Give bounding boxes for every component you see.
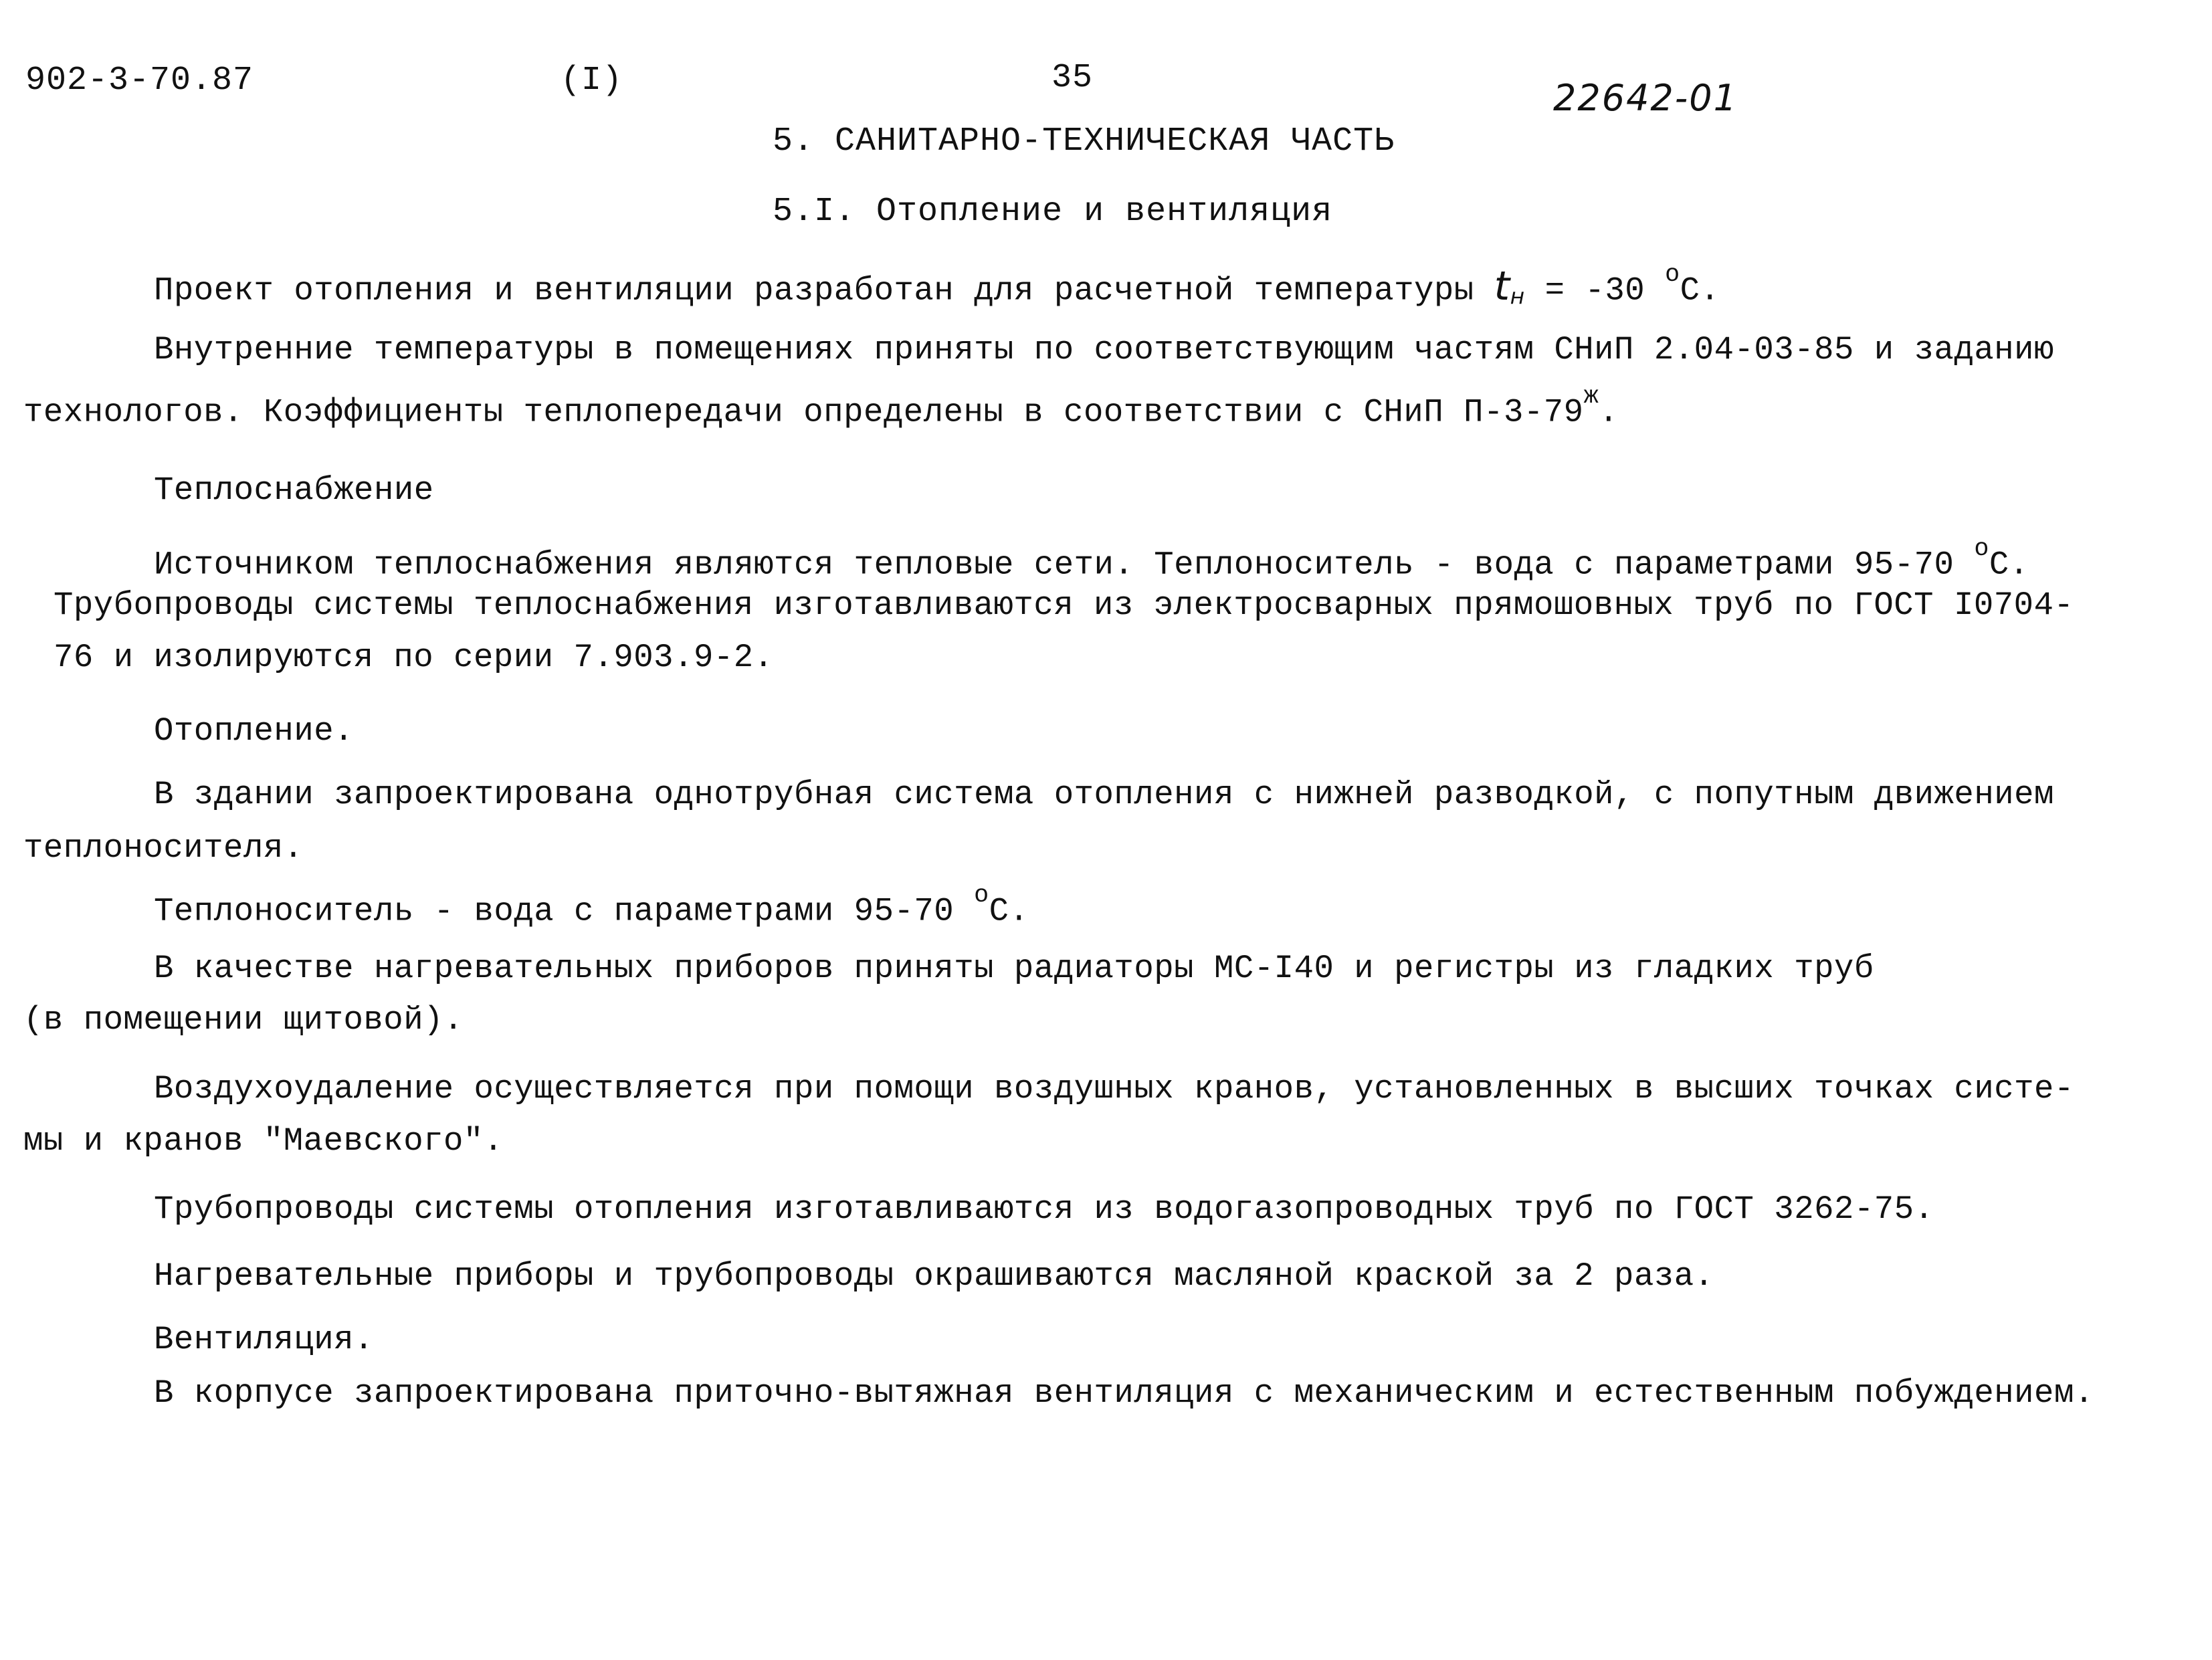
paragraph-internal-temps-line2: технологов. Коэффициенты теплопередачи определены в соответствии с СНиП $П-3-79^ж$. [23, 383, 1619, 431]
paragraph-heat-supply-line3: 76 и изолируются по серии 7.903.9-2. [54, 639, 774, 676]
intro-text: Проект отопления и вентиляции разработан для расчетной температуры [154, 272, 1474, 310]
paragraph-heating-system-line2: теплоносителя. [23, 829, 304, 867]
paragraph-intro: Проект отопления и вентиляции разработан для расчетной температуры tн = -30 $^o$C. [154, 261, 1720, 310]
heading-ventilation: Вентиляция. [154, 1321, 374, 1358]
inventory-number: 22642-01 [1553, 77, 1738, 119]
document-code: 902-3-70.87 [25, 62, 254, 100]
outdoor-temperature-value: = -30 [1544, 272, 1645, 310]
paragraph-heating-system-line1: В здании запроектирована однотрубная система отопления с нижней разводкой, с попутным движением [154, 776, 2054, 813]
paragraph-heaters-line2: (в помещении щитовой). [23, 1001, 464, 1039]
paragraph-heat-supply-line2: Трубопроводы системы теплоснабжения изготавливаются из электросварных прямошовных труб по ГОСТ I0704- [54, 587, 2074, 624]
paragraph-pipelines: Трубопроводы системы отопления изготавливаются из водогазопроводных труб по ГОСТ 3262-75. [154, 1190, 1934, 1228]
outdoor-temperature-symbol: tн [1494, 262, 1525, 310]
subsection-title: 5.I. Отопление и вентиляция [773, 193, 1333, 231]
section-title: 5. САНИТАРНО-ТЕХНИЧЕСКАЯ ЧАСТЬ [773, 122, 1395, 161]
paragraph-heaters-line1: В качестве нагревательных приборов приняты радиаторы МС-I40 и регистры из гладких труб [154, 950, 1874, 987]
heading-heat-supply: Теплоснабжение [154, 472, 434, 509]
paragraph-painting: Нагревательные приборы и трубопроводы окрашиваются масляной краской за 2 раза. [154, 1257, 1714, 1295]
degree-mark: o [1665, 261, 1680, 289]
paragraph-air-removal-line1: Воздухоудаление осуществляется при помощи воздушных кранов, установленных в высших точках систе- [154, 1070, 2074, 1108]
paragraph-heat-carrier: Теплоноситель - вода с параметрами 95-70 $^o$C. [154, 881, 1029, 930]
paragraph-ventilation: В корпусе запроектирована приточно-вытяжная вентиляция с механическим и естественным побуждением. [154, 1374, 2094, 1412]
heading-heating: Отопление. [154, 712, 355, 750]
volume-number: (I) [561, 62, 623, 100]
paragraph-air-removal-line2: мы и кранов "Маевского". [23, 1122, 504, 1160]
page-number: 35 [1051, 59, 1094, 97]
paragraph-internal-temps-line1: Внутренние температуры в помещениях приняты по соответствующим частям СНиП 2.04-03-85 и заданию [154, 331, 2054, 369]
paragraph-heat-supply-line1: Источником теплоснабжения являются тепловые сети. Теплоноситель - вода с параметрами 95-70 $^o$C. [154, 535, 2029, 584]
